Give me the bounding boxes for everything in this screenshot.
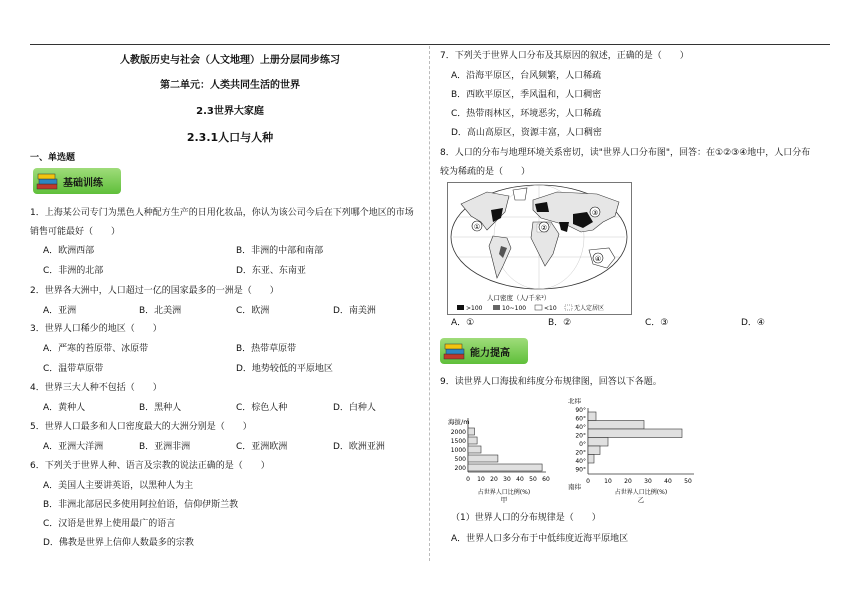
q2-stem: 2．世界各大洲中，人口超过一亿的国家最多的一洲是（ ） <box>30 286 279 296</box>
q6-option-c: C．汉语是世界上使用最广的语言 <box>43 519 176 529</box>
chart-b-tick-label: 20° <box>575 432 586 440</box>
chart-a-bar <box>468 437 477 444</box>
q5-option-c: C．亚洲欧洲 <box>236 442 288 452</box>
q5-stem: 5．世界人口最多和人口密度最大的大洲分别是（ ） <box>30 422 252 432</box>
legend-uninhabited: 无人定居区 <box>574 305 605 312</box>
q3-option-c: C．温带草原带 <box>43 364 104 374</box>
chart-b-tick-label: 40° <box>575 424 586 431</box>
chart-a-bar <box>468 446 481 453</box>
section-heading: 一、单选题 <box>30 153 76 163</box>
lesson-title: 2.3世界大家庭 <box>196 106 264 117</box>
q6-option-b: B．非洲北部居民多使用阿拉伯语，信仰伊斯兰教 <box>43 500 239 510</box>
legend-swatch-medium <box>493 305 500 310</box>
q5-option-d: D．欧洲亚洲 <box>333 442 385 452</box>
chart-a-x-tick: 30 <box>503 476 511 483</box>
q4-stem: 4．世界三大人种不包括（ ） <box>30 383 162 393</box>
marker-4: ④ <box>594 255 602 263</box>
chart-b-tick-label: 20° <box>575 449 586 457</box>
chart-a-x-tick: 50 <box>529 476 537 483</box>
map-legend-title: 人口密度（人/千米²） <box>487 294 551 302</box>
legend-dense: >100 <box>466 305 483 312</box>
marker-3: ③ <box>591 209 599 217</box>
chart-a-bar <box>468 455 498 462</box>
q1-option-a: A．欧洲西部 <box>43 246 95 256</box>
chart-b-x-tick: 10 <box>604 478 612 485</box>
q6-option-d: D．佛教是世界上信仰人数最多的宗教 <box>43 538 194 548</box>
q4-option-b: B．黑种人 <box>139 403 182 413</box>
chart-b-bar <box>588 455 594 464</box>
q8-option-c: C．③ <box>645 318 669 328</box>
q8-stem-line2: 较为稀疏的是（ ） <box>440 167 531 177</box>
chart-b-bar <box>588 429 682 438</box>
ability-badge <box>440 338 528 364</box>
q1-stem-line2: 销售可能最好（ ） <box>30 227 121 237</box>
q1-option-b: B．非洲的中部和南部 <box>236 246 324 256</box>
chart-b-bar <box>588 412 596 421</box>
doc-title: 人教版历史与社会（人文地理）上册分层同步练习 <box>120 55 340 66</box>
q1-stem-line1: 1．上海某公司专门为黑色人种配方生产的日用化妆品，你认为该公司今后在下列哪个地区的市场 <box>30 208 414 218</box>
q9-sub1: （1）世界人口的分布规律是（ ） <box>451 513 601 523</box>
chart-b-tick-label: 60° <box>575 415 586 423</box>
q2-option-a: A．亚洲 <box>43 306 77 316</box>
q8-option-b: B．② <box>548 318 572 328</box>
chart-a-x-tick: 40 <box>516 476 524 483</box>
q6-option-a: A．美国人主要讲英语，以黑种人为主 <box>43 481 194 491</box>
chart-b-x-tick: 50 <box>684 478 692 485</box>
basic-training-badge <box>33 168 121 194</box>
chart-a-tick-label: 1000 <box>450 447 466 454</box>
chart-a-xlabel: 占世界人口比例(%) <box>477 489 531 496</box>
chart-a-tick-label: 200 <box>454 465 466 472</box>
chart-a-tick-label: 2000 <box>450 429 466 436</box>
q2-option-b: B．北美洲 <box>139 306 182 316</box>
q4-option-a: A．黄种人 <box>43 403 86 413</box>
badge-label: 能力提高 <box>470 348 510 359</box>
world-population-map <box>447 182 632 315</box>
chart-a-bar <box>468 428 475 435</box>
q5-option-a: A．亚洲大洋洲 <box>43 442 104 452</box>
q7-option-a: A．沿海平原区，台风频繁，人口稀疏 <box>451 71 602 81</box>
chart-a-x-tick: 0 <box>466 476 470 483</box>
unit-title: 第二单元：人类共同生活的世界 <box>160 80 300 91</box>
marker-1: ① <box>473 223 481 231</box>
chart-a-x-tick: 60 <box>542 476 550 483</box>
greenland-landmass <box>513 188 527 200</box>
q4-option-d: D．白种人 <box>333 403 376 413</box>
q7-option-c: C．热带雨林区，环境恶劣，人口稀疏 <box>451 109 602 119</box>
chart-b-tick-label: 90° <box>575 466 586 474</box>
q3-option-b: B．热带草原带 <box>236 344 297 354</box>
q1-option-d: D．东亚、东南亚 <box>236 266 306 276</box>
altitude-population-chart <box>446 398 566 506</box>
legend-swatch-uninhabited <box>565 305 572 310</box>
top-rule <box>30 44 830 45</box>
q7-stem: 7．下列关于世界人口分布及其原因的叙述，正确的是（ ） <box>440 51 689 61</box>
chart-b-tick-label: 90° <box>575 407 586 414</box>
chart-b-xlabel: 占世界人口比例(%) <box>614 489 668 496</box>
legend-swatch-sparse <box>535 305 542 310</box>
q4-option-c: C．棕色人种 <box>236 403 288 413</box>
badge-label: 基础训练 <box>63 178 103 189</box>
chart-b-bar <box>588 421 644 430</box>
chart-b-tick-label: 40° <box>575 458 586 465</box>
q2-option-d: D．南美洲 <box>333 306 376 316</box>
q2-option-c: C．欧洲 <box>236 306 270 316</box>
chart-b-ylabel-south: 南纬 <box>568 483 581 491</box>
chart-b-x-tick: 40 <box>664 478 672 485</box>
q9-option-a: A．世界人口多分布于中低纬度近海平原地区 <box>451 534 629 544</box>
q7-option-b: B．西欧平原区，季风温和，人口稠密 <box>451 90 602 100</box>
marker-2: ② <box>540 224 548 232</box>
chart-b-tick-label: 0° <box>579 441 586 448</box>
chart-a-x-tick: 20 <box>490 476 498 483</box>
q3-option-d: D．地势较低的平原地区 <box>236 364 333 374</box>
legend-medium: 10~100 <box>502 305 527 312</box>
q3-stem: 3．世界人口稀少的地区（ ） <box>30 324 162 334</box>
chart-b-x-tick: 0 <box>586 478 590 485</box>
q8-option-d: D．④ <box>741 318 765 328</box>
q3-option-a: A．严寒的苔原带、冰原带 <box>43 344 149 354</box>
q1-option-c: C．非洲的北部 <box>43 266 104 276</box>
legend-swatch-dense <box>457 305 464 310</box>
chart-b-ylabel-north: 北纬 <box>568 398 581 405</box>
chart-a-tick-label: 500 <box>454 456 466 463</box>
q5-option-b: B．亚洲非洲 <box>139 442 191 452</box>
books-icon <box>443 341 467 361</box>
chart-b-bar <box>588 438 608 447</box>
books-icon <box>36 171 60 191</box>
sub-title: 2.3.1人口与人种 <box>186 131 274 144</box>
q8-option-a: A．① <box>451 318 475 328</box>
chart-b-x-tick: 20 <box>624 478 632 485</box>
q9-stem: 9．读世界人口海拔和纬度分布规律图，回答以下各题。 <box>440 377 662 387</box>
chart-b-x-tick: 30 <box>644 478 652 485</box>
q8-stem-line1: 8．人口的分布与地理环境关系密切，读"世界人口分布图"，回答：在①②③④地中，人口分布 <box>440 148 811 158</box>
q7-option-d: D．高山高原区，资源丰富，人口稠密 <box>451 128 602 138</box>
chart-a-title: 甲 <box>500 496 508 504</box>
column-divider <box>429 46 430 561</box>
chart-a-tick-label: 1500 <box>450 438 466 445</box>
latitude-population-chart <box>566 398 701 506</box>
chart-a-bar <box>468 464 542 471</box>
chart-b-title: 乙 <box>637 496 645 504</box>
chart-a-ylabel: 海拔/m <box>448 418 470 426</box>
chart-b-bar <box>588 446 600 455</box>
q6-stem: 6．下列关于世界人种、语言及宗教的说法正确的是（ ） <box>30 461 270 471</box>
chart-a-x-tick: 10 <box>477 476 485 483</box>
legend-sparse: <10 <box>544 305 557 312</box>
